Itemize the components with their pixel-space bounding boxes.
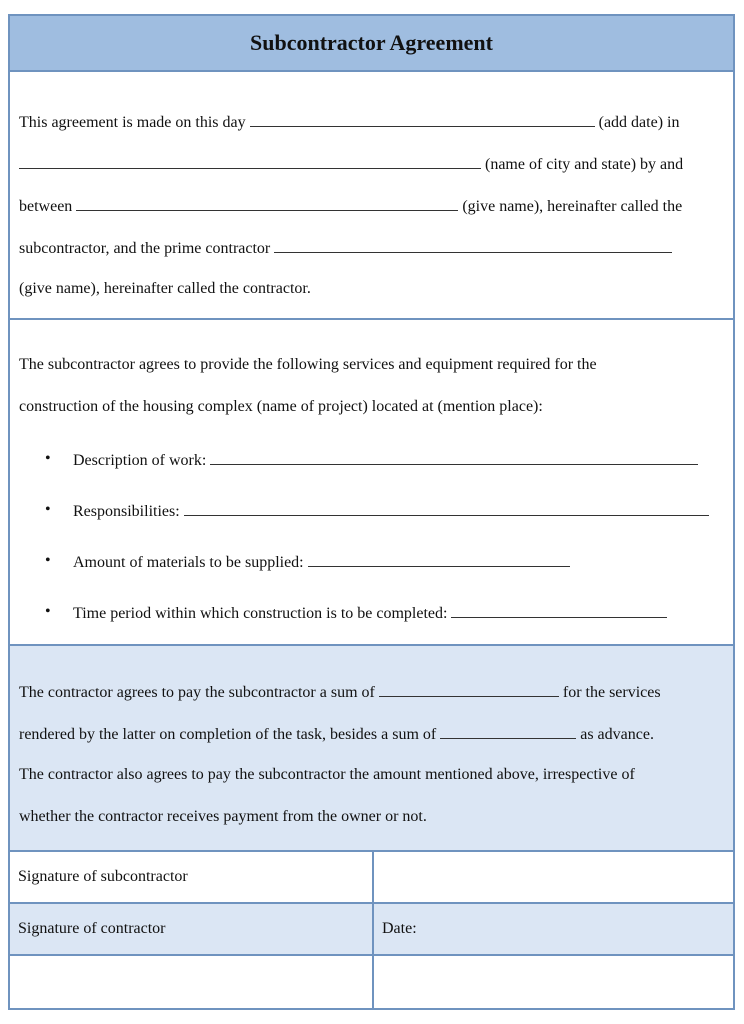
city-state-blank[interactable] — [19, 152, 481, 169]
payment-line-2 — [19, 722, 733, 764]
bullet-icon: • — [45, 603, 51, 620]
intro-text: (add date) in — [598, 114, 680, 131]
payment-text: for the services — [562, 684, 661, 701]
bullet-icon: • — [45, 450, 51, 467]
services-line-1: The subcontractor agrees to provide the following services and equipment required for the — [19, 356, 597, 373]
contractor-signature-field[interactable] — [10, 955, 373, 1008]
intro-line-1 — [19, 110, 733, 152]
item-label: Time period within which construction is to be completed: — [73, 605, 448, 622]
payment-text: The contractor agrees to pay the subcontractor a sum of — [19, 684, 375, 701]
intro-line-5: (give name), hereinafter called the contractor. — [19, 280, 311, 297]
item-label: Description of work: — [73, 452, 207, 469]
services-section — [10, 320, 733, 646]
services-line-2: construction of the housing complex (name of project) located at (mention place): — [19, 398, 543, 415]
bullet-icon: • — [45, 552, 51, 569]
intro-text: (name of city and state) by and — [485, 156, 684, 173]
payment-section — [10, 646, 733, 852]
intro-text: (give name), hereinafter called the — [462, 198, 683, 215]
agreement-form — [8, 14, 735, 1010]
list-item — [19, 550, 733, 601]
list-item — [19, 448, 733, 499]
advance-blank[interactable] — [440, 722, 576, 739]
list-item — [19, 601, 733, 652]
responsibilities-blank[interactable] — [184, 499, 709, 516]
payment-line-4: whether the contractor receives payment from the owner or not. — [19, 808, 427, 825]
contractor-name-blank[interactable] — [274, 236, 672, 253]
item-label: Amount of materials to be supplied: — [73, 554, 304, 571]
item-label: Responsibilities: — [73, 503, 180, 520]
table-row — [10, 852, 733, 903]
intro-text: subcontractor, and the prime contractor — [19, 240, 271, 257]
contractor-signature-label: Signature of contractor — [10, 903, 373, 955]
subcontractor-signature-field[interactable] — [373, 852, 733, 903]
date-blank[interactable] — [250, 110, 595, 127]
signature-table — [10, 852, 733, 1008]
date-label: Date: — [373, 903, 733, 955]
page-title: Subcontractor Agreement — [10, 16, 733, 72]
list-item — [19, 499, 733, 550]
table-row — [10, 903, 733, 955]
description-blank[interactable] — [210, 448, 698, 465]
bullet-icon: • — [45, 501, 51, 518]
date-field[interactable] — [373, 955, 733, 1008]
payment-line-3: The contractor also agrees to pay the subcontractor the amount mentioned above, irrespective of — [19, 766, 635, 783]
intro-line-2 — [19, 152, 733, 194]
table-row — [10, 955, 733, 1008]
payment-text: as advance. — [580, 726, 654, 743]
subcontractor-signature-label: Signature of subcontractor — [10, 852, 373, 903]
materials-blank[interactable] — [308, 550, 570, 567]
intro-line-4 — [19, 236, 733, 278]
services-list — [19, 448, 733, 652]
payment-line-1 — [19, 680, 733, 722]
intro-text: between — [19, 198, 73, 215]
subcontractor-name-blank[interactable] — [76, 194, 458, 211]
intro-line-3 — [19, 194, 733, 236]
payment-text: rendered by the latter on completion of the task, besides a sum of — [19, 726, 437, 743]
sum-blank[interactable] — [379, 680, 559, 697]
intro-section — [10, 72, 733, 320]
intro-text: This agreement is made on this day — [19, 114, 246, 131]
time-period-blank[interactable] — [451, 601, 667, 618]
